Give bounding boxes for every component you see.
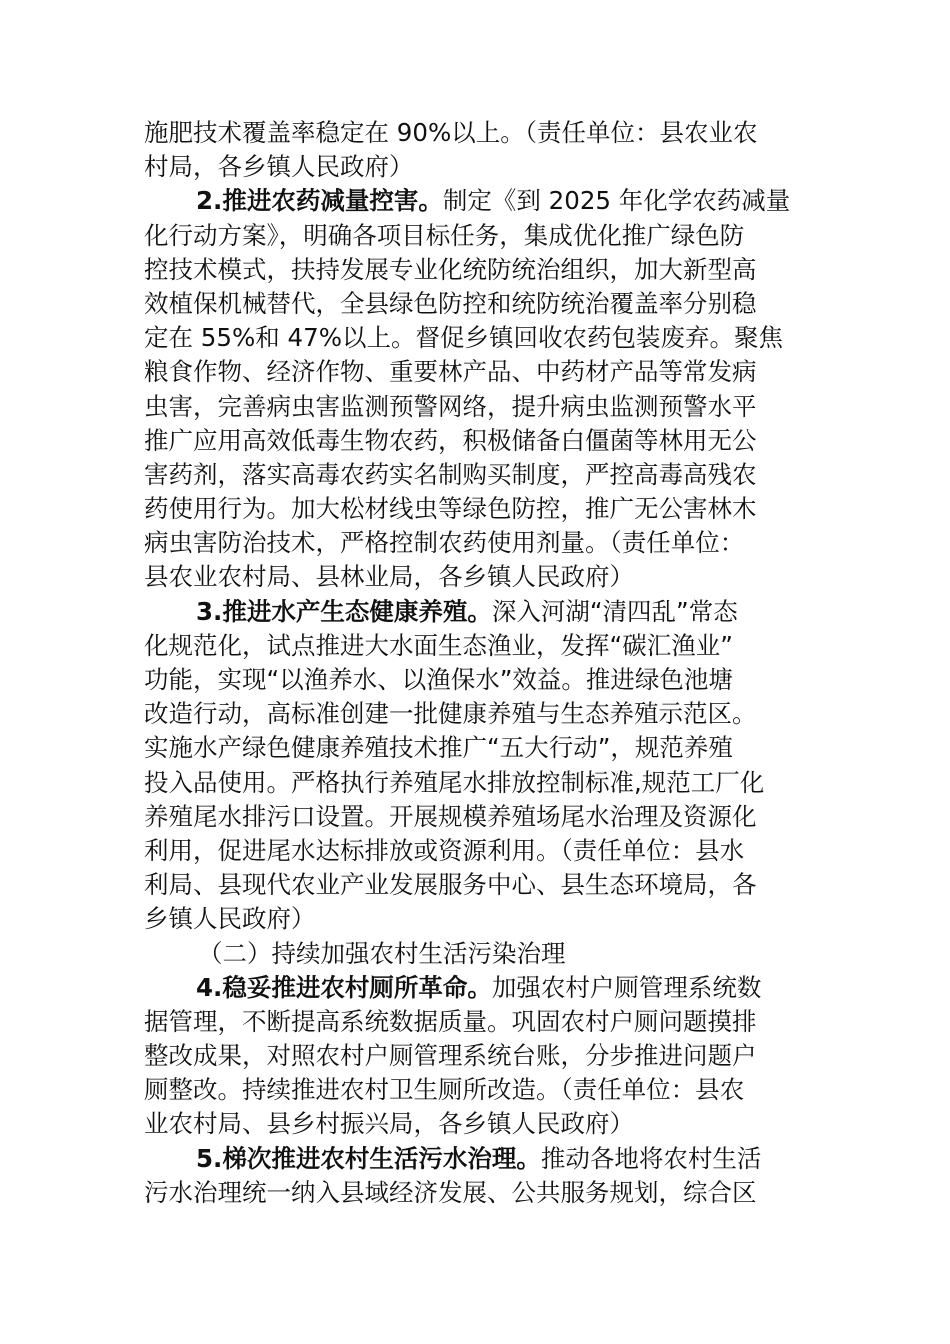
text-line: 实施水产绿色健康养殖技术推广“五大行动”，规范养殖 — [144, 733, 733, 763]
heading-line-rest: 制定《到 2025 年化学农药减量 — [442, 186, 791, 216]
text-line: 厕整改。持续推进农村卫生厕所改造。（责任单位：县农 — [144, 1075, 745, 1105]
paragraph-fertilizer-continuation — [144, 116, 810, 184]
text-line: 粮食作物、经济作物、重要林产品、中药材产品等常发病 — [144, 357, 757, 387]
text-line: 化规范化，试点推进大水面生态渔业，发挥“碳汇渔业” — [144, 630, 733, 660]
heading-line — [144, 595, 810, 629]
text-line: 效植保机械替代，全县绿色防控和统防统治覆盖率分别稳 — [144, 288, 757, 318]
paragraph-heading: 5.梯次推进农村生活污水治理。 — [196, 1143, 541, 1173]
text-line: 药使用行为。加大松材线虫等绿色防控，推广无公害林木 — [144, 494, 757, 524]
text-line: 化行动方案》，明确各项目标任务，集成优化推广绿色防 — [144, 220, 745, 250]
text-line: 定在 55%和 47%以上。督促乡镇回收农药包装废弃。聚焦 — [144, 323, 783, 353]
text-line: 乡镇人民政府） — [144, 904, 316, 934]
section-rural-pollution — [144, 937, 810, 971]
paragraph-heading: 4.稳妥推进农村厕所革命。 — [196, 972, 492, 1002]
text-line: 改造行动，高标准创建一批健康养殖与生态养殖示范区。 — [144, 699, 757, 729]
heading-line — [144, 971, 810, 1005]
text-line: 污水治理统一纳入县域经济发展、公共服务规划，综合区 — [144, 1177, 757, 1207]
text-line: 投入品使用。严格执行养殖尾水排放控制标准,规范工厂化 — [144, 767, 765, 797]
text-line: 控技术模式，扶持发展专业化统防统治组织，加大新型高 — [144, 254, 757, 284]
heading-line-rest: 推动各地将农村生活 — [540, 1143, 762, 1173]
heading-line — [144, 184, 810, 218]
heading-line — [144, 1142, 810, 1176]
document-body — [144, 116, 810, 1210]
text-line: 害药剂，落实高毒农药实名制购买制度，严控高毒高残农 — [144, 459, 757, 489]
text-line: 病虫害防治技术，严格控制农药使用剂量。（责任单位： — [144, 528, 745, 558]
paragraph-heading: 2.推进农药减量控害。 — [196, 186, 443, 216]
text-line: 养殖尾水排污口设置。开展规模养殖场尾水治理及资源化 — [144, 801, 757, 831]
heading-line-rest: 加强农村户厕管理系统数 — [491, 972, 762, 1002]
text-line: 据管理，不断提高系统数据质量。巩固农村户厕问题摸排 — [144, 1006, 757, 1036]
paragraph-aquaculture — [144, 595, 810, 937]
text-line: 推广应用高效低毒生物农药，积极储备白僵菌等林用无公 — [144, 425, 757, 455]
paragraph-toilet-revolution — [144, 971, 810, 1142]
text-line: 利局、县现代农业产业发展服务中心、县生态环境局，各 — [144, 870, 757, 900]
text-line: 利用，促进尾水达标排放或资源利用。（责任单位：县水 — [144, 835, 745, 865]
text-line: 村局，各乡镇人民政府） — [144, 152, 414, 182]
text-line: 整改成果，对照农村户厕管理系统台账，分步推进问题户 — [144, 1041, 757, 1071]
text-line: 功能，实现“以渔养水、以渔保水”效益。推进绿色池塘 — [144, 665, 733, 694]
heading-line-rest: 深入河湖“清四乱”常态 — [491, 596, 738, 626]
text-line: 虫害，完善病虫害监测预警网络，提升病虫监测预警水平 — [144, 391, 757, 421]
section-title: （二）持续加强农村生活污染治理 — [198, 938, 566, 968]
text-line: 业农村局、县乡村振兴局，各乡镇人民政府） — [144, 1109, 634, 1139]
paragraph-heading: 3.推进水产生态健康养殖。 — [196, 596, 492, 626]
text-line: 县农业农村局、县林业局，各乡镇人民政府） — [144, 562, 634, 592]
paragraph-sewage-treatment — [144, 1142, 810, 1210]
paragraph-pesticide-reduction — [144, 184, 810, 594]
text-line: 施肥技术覆盖率稳定在 90%以上。（责任单位：县农业农 — [144, 118, 758, 147]
